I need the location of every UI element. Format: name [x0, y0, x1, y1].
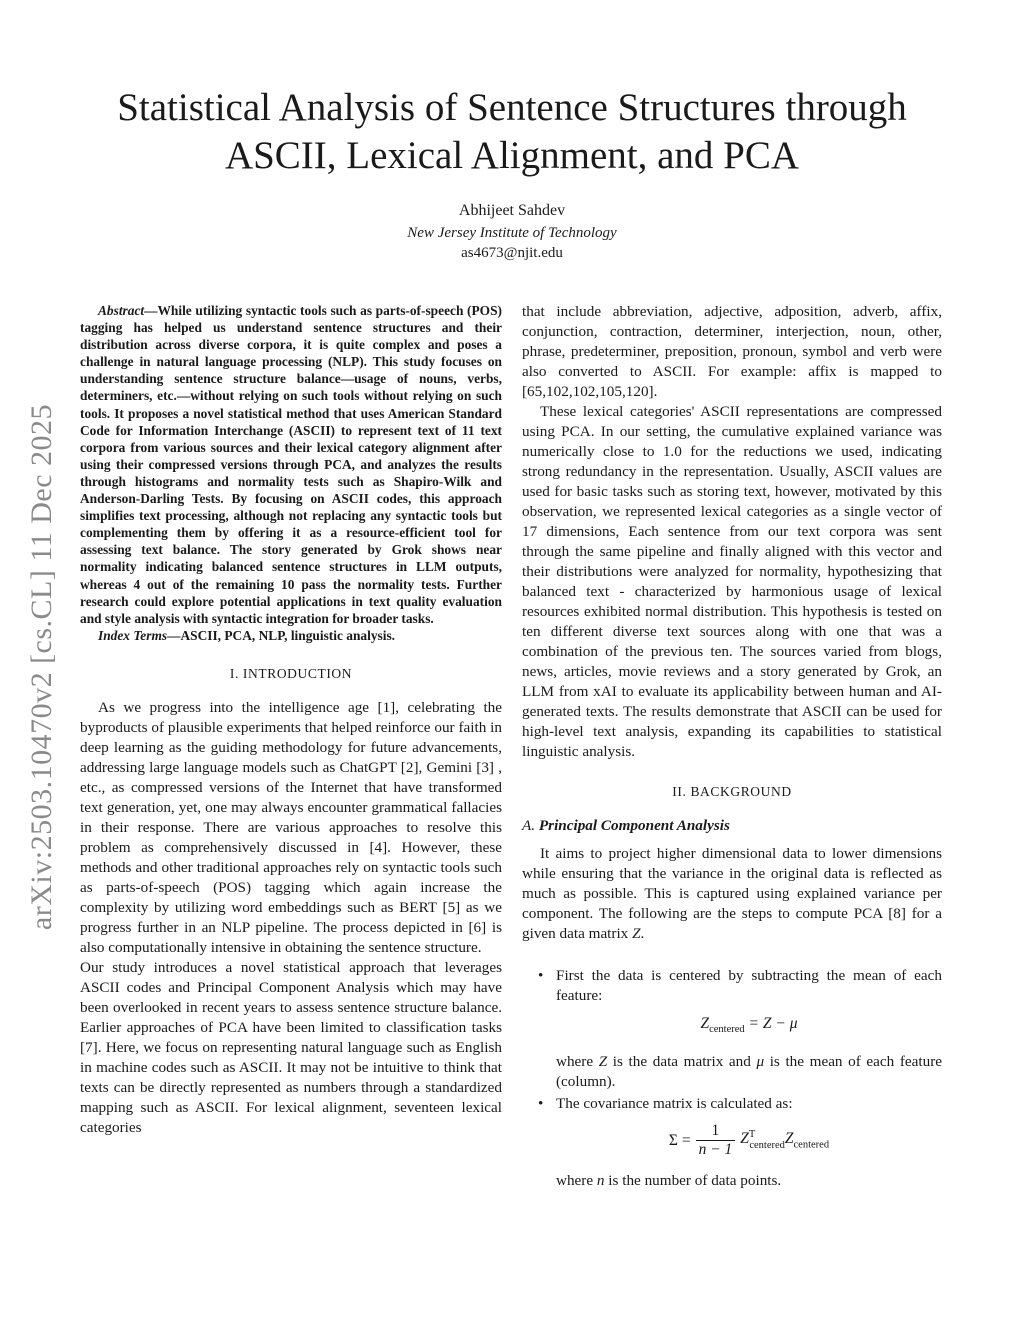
pca-paragraph: It aims to project higher dimensional data to lower dimensions while ensuring that the variance in the original data is reflected as much as possible. This is captured using explained variance per component. The following are the steps to compute PCA [8] for a given data matrix Z. [522, 845, 942, 942]
intro-paragraph-1: As we progress into the intelligence age [1], celebrating the byproducts of plausible experiments that helped reinforce our faith in deep learning as the guiding methodology for future advancements, addressing large language models such as ChatGPT [2], Gemini [3] , etc., as compressed versions of the Internet that have transformed text generation, yet, one may always encounter grammatical fallacies in their response. There are various approaches to resolve this problem as comprehensively discussed in [4]. However, these methods and other traditional approaches rely on syntactic tools such as parts-of-speech (POS) tagging which again increase the complexity by utilizing word embeddings such as BERT [5] as we progress further in an NLP pipeline. The process depicted in [6] is also computationally intensive in obtaining the sentence structure. [80, 698, 502, 956]
pca-steps-list [522, 966, 942, 1191]
author-email: as4673@njit.edu [461, 245, 563, 261]
index-terms-lead: Index Terms [98, 627, 168, 643]
pca-step-center-note: where Z is the data matrix and μ is the mean of each feature (column). [556, 1053, 942, 1091]
abstract-text: —While utilizing syntactic tools such as parts-of-speech (POS) tagging has helped us understand sentence structures and their distribution across diverse corpora, it is quite complex and poses a challenge in natural language processing (NLP). This study focuses on understanding sentence structure balance—usage of nouns, verbs, determiners, etc.—without relying on such tools without relying on such tools. It proposes a novel statistical method that uses American Standard Code for Information Interchange (ASCII) to represent text of 11 text corpora from various sources and their lexical category alignment after using their compressed versions through PCA, and analyzes the results through histograms and normality tests such as Shapiro-Wilk and Anderson-Darling Tests. By focusing on ASCII codes, this approach simplifies text processing, although not replacing any syntactic tools but complementing them by offering it as a resource-efficient tool for assessing text balance. The story generated by Grok shows near normality indicating balanced sentence structures in LLM outputs, whereas 4 out of the remaining 10 pass the normality tests. Further research could explore potential applications in text quality evaluation and style analysis with syntactic integration for broader tasks. [80, 303, 502, 626]
abstract [80, 302, 502, 627]
author-name: Abhijeet Sahdev [458, 202, 566, 219]
subsection-heading-pca: A. Principal Component Analysis [522, 817, 730, 834]
equation-covariance: Σ = $\frac{1}{n - 1}$ $Z^T_{centered}Z_{centered}$ [668, 1122, 830, 1159]
left-column [80, 302, 502, 1138]
author-affiliation: New Jersey Institute of Technology [407, 225, 617, 241]
section-heading-introduction: I. INTRODUCTION [229, 665, 353, 681]
section-heading-background: II. BACKGROUND [672, 784, 792, 799]
bullet-icon: • [538, 967, 544, 984]
paper-title: Statistical Analysis of Sentence Structures through ASCII, Lexical Alignment, and PCA [117, 86, 907, 177]
index-terms [80, 627, 502, 644]
equation-centered: $Z_{centered} = Z - \mu$ [700, 1015, 798, 1036]
pca-step-covariance-note: where n is the number of data points. [556, 1172, 782, 1190]
intro-paragraph-3: These lexical categories' ASCII representations are compressed using PCA. In our setting, the cumulative explained variance was numerically close to 1.0 for the reductions we used, indicating strong redundancy in the representation. Usually, ASCII values are used for basic tasks such as storing text, however, motivated by this observation, we represented lexical categories as a single vector of 17 dimensions, Each sentence from our text corpora was sent through the same pipeline and finally aligned with this vector and their distributions were analyzed for normality, hypothesizing that balanced text - characterized by harmonious usage of lexical resources exhibited normal distribution. This hypothesis is tested on ten different diverse text sources along with one that was a combination of the previous ten. The sources varied from blogs, news, articles, movie reviews and a story generated by Grok, an LLM from xAI to evaluate its applicability between human and AI-generated texts. The results demonstrate that ASCII can be used for high-level text analysis, expanding its capabilities to statistical linguistic analysis. [522, 403, 942, 760]
intro-paragraph-2: Our study introduces a novel statistical approach that leverages ASCII codes and Principal Component Analysis which may have been overlooked in recent years to assess sentence structure balance. Earlier approaches of PCA have been limited to classification tasks [7]. Here, we focus on representing natural language such as English in machine codes such as ASCII. It may not be intuitive to think that texts can be directly represented as numbers through a standardized mapping such as ASCII. For lexical alignment, seventeen lexical categories [80, 958, 502, 1136]
bullet-icon: • [538, 1095, 544, 1113]
intro-paragraph-2-continued: that include abbreviation, adjective, adposition, adverb, affix, conjunction, contraction, determiner, interjection, noun, other, phrase, predeterminer, preposition, pronoun, symbol and verb were also converted to ASCII. For example: affix is mapped to [65,102,102,105,120]. [522, 303, 942, 400]
pca-step-covariance: • The covariance matrix is calculated as: Σ = $\frac{1}{n - 1}$ $Z^T_{centered}Z_{centered}$ where n is the number of data points. [556, 1094, 942, 1191]
abstract-lead: Abstract [98, 303, 145, 318]
fraction: $\frac{1}{n - 1}$ [696, 1122, 736, 1159]
index-terms-text: —ASCII, PCA, NLP, linguistic analysis. [167, 627, 396, 643]
arxiv-identifier: arXiv:2503.10470v2 [cs.CL] 11 Dec 2025 [25, 403, 59, 931]
right-column [522, 302, 942, 1191]
pca-step-center: • First the data is centered by subtracting the mean of each feature: $Z_{centered} = Z - \mu$ where Z is the data matrix and μ is the mean of each feature (column). [538, 967, 942, 1091]
